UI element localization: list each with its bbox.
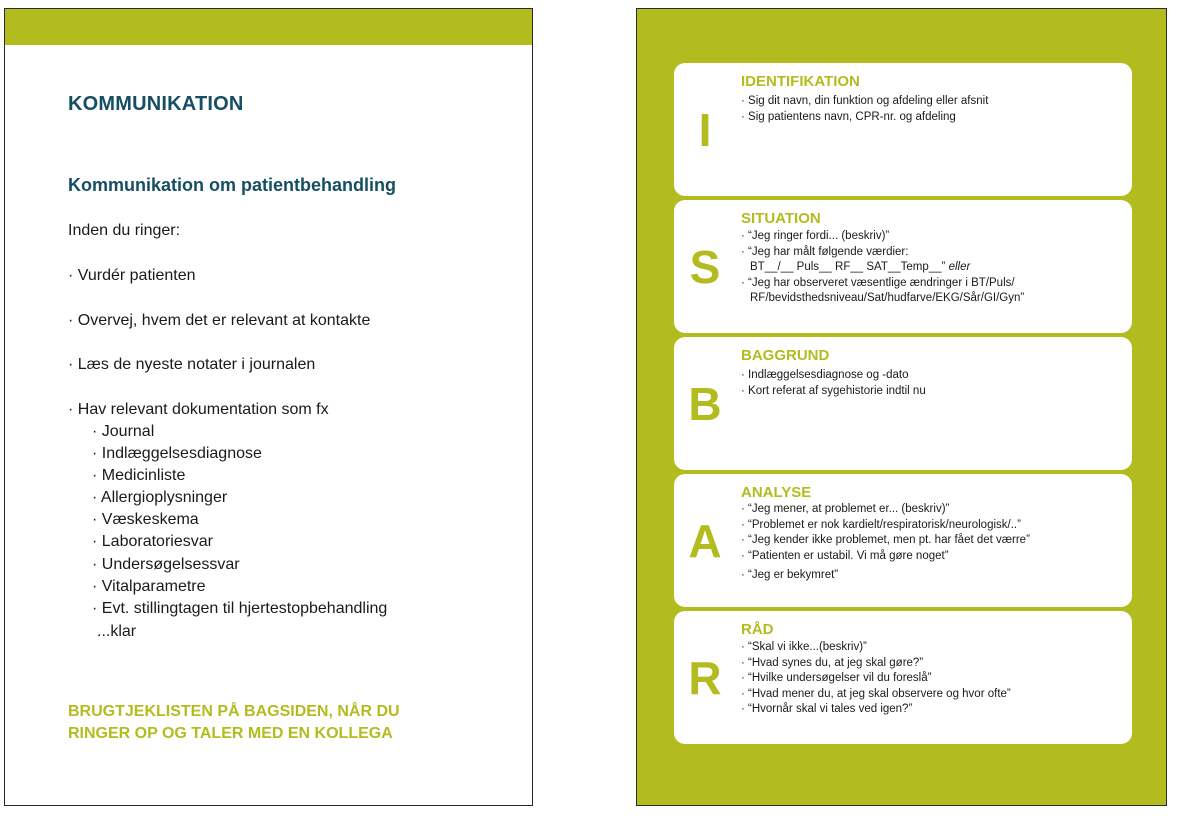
section-letter: S — [689, 240, 721, 293]
section-line: · “Skal vi ikke...(beskriv)” — [741, 641, 867, 653]
section-lines — [741, 229, 1126, 307]
section-line: · “Jeg mener, at problemet er... (beskriv)” — [741, 503, 950, 515]
section-line: · “Jeg er bekymret” — [741, 569, 839, 581]
call-to-action — [68, 701, 400, 745]
section-letter: B — [688, 377, 722, 430]
section-heading: SITUATION — [741, 210, 821, 227]
vitals-template: BT__/__ Puls__ RF__ SAT__Temp__” — [750, 261, 946, 273]
card-subtitle: Kommunikation om patientbehandling — [68, 175, 396, 195]
section-lines — [741, 640, 1126, 718]
section-identifikation — [674, 63, 1132, 196]
section-heading: RÅD — [741, 621, 774, 638]
section-raad — [674, 611, 1132, 744]
section-letter: A — [688, 514, 722, 567]
cta-line: RINGER OP OG TALER MED EN KOLLEGA — [68, 725, 393, 742]
top-accent-band — [5, 9, 532, 45]
sub-list-item: · Medicinliste — [92, 466, 186, 484]
section-heading: IDENTIFIKATION — [741, 73, 860, 90]
section-line: · Indlæggelsesdiagnose og -dato — [741, 369, 909, 381]
section-line — [741, 260, 1126, 276]
sub-list-item: · Indlæggelsesdiagnose — [92, 444, 262, 462]
section-lines — [741, 368, 1126, 399]
sub-list-item: · Laboratoriesvar — [92, 533, 213, 551]
sub-list-item: · Væskeskema — [92, 511, 199, 529]
front-card — [4, 8, 533, 806]
section-line: · “Hvilke undersøgelser vil du foreslå” — [741, 672, 932, 684]
section-analyse — [674, 474, 1132, 607]
section-line: · “Hvad mener du, at jeg skal observere og hvor ofte” — [741, 687, 1011, 700]
list-item: · Læs de nyeste notater i journalen — [68, 356, 316, 373]
klar-text: ...klar — [97, 623, 137, 641]
list-item: · Vurdér patienten — [68, 267, 196, 284]
section-lines — [741, 94, 1126, 125]
sub-list-item: · Undersøgelsessvar — [92, 555, 240, 573]
section-line: · “Jeg kender ikke problemet, men pt. har fået det værre” — [741, 534, 1030, 546]
list-item-label: · Hav relevant dokumentation som fx — [68, 400, 329, 418]
section-line: · Kort referat af sygehistorie indtil nu — [741, 384, 926, 397]
sub-list-item: · Journal — [92, 422, 155, 440]
section-lines — [741, 502, 1126, 584]
section-line: · “Hvad synes du, at jeg skal gøre?” — [741, 656, 924, 669]
section-line: · “Patienten er ustabil. Vi må gøre noget” — [741, 549, 949, 562]
section-line: · Sig dit navn, din funktion og afdeling eller afsnit — [741, 95, 989, 107]
card-title: KOMMUNIKATION — [68, 93, 244, 115]
cta-line: BRUGTJEKLISTEN PÅ BAGSIDEN, NÅR DU — [68, 703, 400, 720]
isbar-card — [636, 8, 1167, 806]
section-line: · “Hvornår skal vi tales ved igen?” — [741, 703, 913, 715]
checklist — [68, 266, 387, 643]
section-line: · “Jeg ringer fordi... (beskriv)” — [741, 230, 890, 242]
sub-list-item: · Vitalparametre — [92, 577, 206, 595]
eller-text: eller — [948, 261, 971, 273]
section-letter: I — [698, 103, 712, 156]
section-letter: R — [688, 651, 722, 704]
sub-list-item: · Allergioplysninger — [92, 489, 228, 507]
section-heading: BAGGRUND — [741, 347, 830, 364]
section-line: · “Jeg har målt følgende værdier: — [741, 245, 909, 258]
list-item: · Overvej, hvem det er relevant at kontakte — [68, 311, 371, 329]
section-line: · “Problemet er nok kardielt/respiratorisk/neurologisk/..” — [741, 518, 1021, 531]
sub-list-item: · Evt. stillingtagen til hjertestopbehandling — [92, 600, 388, 617]
section-line: · Sig patientens navn, CPR-nr. og afdeling — [741, 110, 956, 123]
list-item-documentation — [68, 400, 387, 644]
section-heading: ANALYSE — [741, 484, 812, 501]
documentation-list — [92, 422, 387, 622]
section-line: · “Jeg har observeret væsentlige ændringer i BT/Puls/ — [741, 276, 1015, 289]
section-situation — [674, 200, 1132, 333]
intro-text: Inden du ringer: — [68, 222, 181, 239]
section-baggrund — [674, 337, 1132, 470]
section-line: RF/bevidsthedsniveau/Sat/hudfarve/EKG/Sår/GI/Gyn” — [750, 292, 1025, 304]
